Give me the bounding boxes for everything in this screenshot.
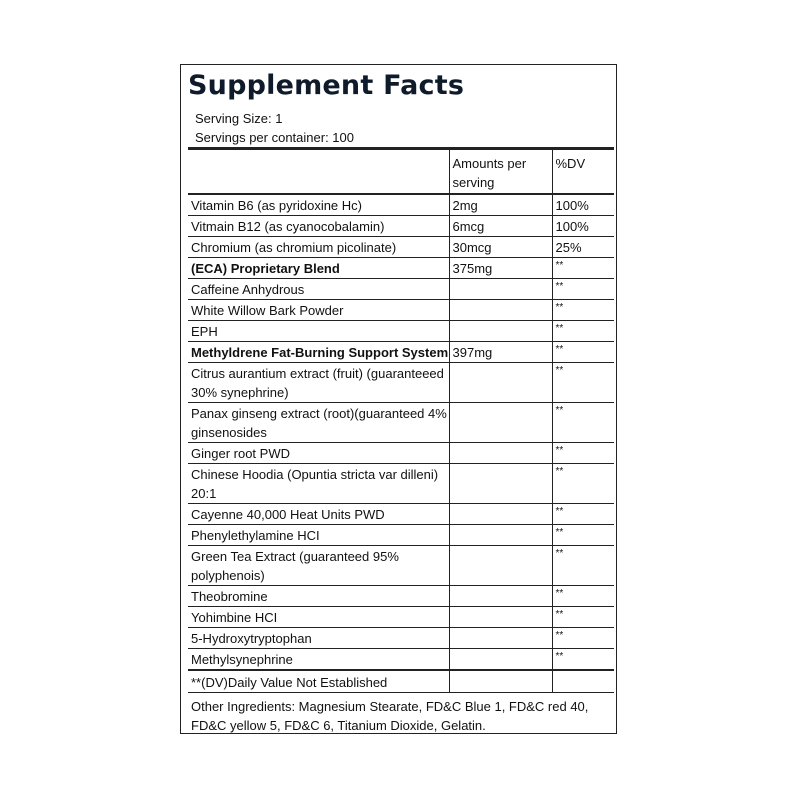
table-row <box>188 546 614 586</box>
ingredient-dv: 100% <box>552 216 614 237</box>
ingredient-dv: ** <box>552 504 614 525</box>
serving-info <box>188 109 608 147</box>
table-row <box>188 279 614 300</box>
ingredient-name: Vitmain B12 (as cyanocobalamin) <box>188 216 449 237</box>
table-row <box>188 649 614 671</box>
ingredient-amount: 30mcg <box>449 237 552 258</box>
table-row <box>188 586 614 607</box>
ingredient-name: Vitamin B6 (as pyridoxine Hc) <box>188 194 449 216</box>
ingredient-dv: ** <box>552 546 614 586</box>
table-row <box>188 194 614 216</box>
ingredient-amount <box>449 464 552 504</box>
ingredient-dv: ** <box>552 342 614 363</box>
table-row <box>188 258 614 279</box>
table-row <box>188 363 614 403</box>
ingredient-dv: ** <box>552 300 614 321</box>
ingredient-amount <box>449 443 552 464</box>
ingredient-name: Phenylethylamine HCI <box>188 525 449 546</box>
ingredient-dv: ** <box>552 258 614 279</box>
ingredient-dv: ** <box>552 628 614 649</box>
ingredient-amount <box>449 607 552 628</box>
ingredient-name: Chromium (as chromium picolinate) <box>188 237 449 258</box>
ingredient-amount <box>449 321 552 342</box>
ingredient-dv: 100% <box>552 194 614 216</box>
ingredient-dv: ** <box>552 321 614 342</box>
table-row <box>188 443 614 464</box>
ingredient-amount: 375mg <box>449 258 552 279</box>
ingredient-name: Caffeine Anhydrous <box>188 279 449 300</box>
ingredient-dv: ** <box>552 443 614 464</box>
label-title: Supplement Facts <box>188 70 465 101</box>
ingredient-name: White Willow Bark Powder <box>188 300 449 321</box>
table-row <box>188 342 614 363</box>
ingredient-amount: 2mg <box>449 194 552 216</box>
ingredient-name: Panax ginseng extract (root)(guaranteed 4% ginsenosides <box>188 403 449 443</box>
ingredient-dv: ** <box>552 403 614 443</box>
ingredient-rows <box>188 194 614 670</box>
ingredient-name: Yohimbine HCI <box>188 607 449 628</box>
header-row <box>188 149 614 195</box>
ingredient-dv: ** <box>552 363 614 403</box>
header-amount: Amounts per serving <box>449 149 552 195</box>
ingredient-name: Theobromine <box>188 586 449 607</box>
facts-table <box>188 147 614 693</box>
ingredient-dv: ** <box>552 464 614 504</box>
ingredient-name: 5-Hydroxytryptophan <box>188 628 449 649</box>
ingredient-dv: ** <box>552 586 614 607</box>
ingredient-amount <box>449 279 552 300</box>
ingredient-amount <box>449 504 552 525</box>
ingredient-dv: ** <box>552 525 614 546</box>
table-row <box>188 628 614 649</box>
other-ingredients: Other Ingredients: Magnesium Stearate, FD&C Blue 1, FD&C red 40, FD&C yellow 5, FD&C 6, Titanium Dioxide, Gelatin. <box>191 699 589 733</box>
ingredient-dv: 25% <box>552 237 614 258</box>
ingredient-amount <box>449 649 552 671</box>
table-row <box>188 525 614 546</box>
ingredient-amount <box>449 586 552 607</box>
table-row <box>188 321 614 342</box>
ingredient-name: Green Tea Extract (guaranteed 95% polyphenois) <box>188 546 449 586</box>
ingredient-amount <box>449 628 552 649</box>
ingredient-amount <box>449 546 552 586</box>
header-name <box>188 149 449 195</box>
ingredient-name: Methylsynephrine <box>188 649 449 671</box>
ingredient-name: Cayenne 40,000 Heat Units PWD <box>188 504 449 525</box>
ingredient-dv: ** <box>552 607 614 628</box>
header-dv: %DV <box>552 149 614 195</box>
servings-per-container: Servings per container: 100 <box>195 130 354 145</box>
ingredient-name: Citrus aurantium extract (fruit) (guaranteeed 30% synephrine) <box>188 363 449 403</box>
ingredient-dv: ** <box>552 649 614 671</box>
footnote-row <box>188 670 614 693</box>
table-row <box>188 216 614 237</box>
ingredient-amount <box>449 403 552 443</box>
footnote: **(DV)Daily Value Not Established <box>188 670 449 693</box>
ingredient-name: EPH <box>188 321 449 342</box>
table-row <box>188 607 614 628</box>
table-row <box>188 300 614 321</box>
ingredient-amount <box>449 525 552 546</box>
ingredient-amount: 6mcg <box>449 216 552 237</box>
ingredient-name: (ECA) Proprietary Blend <box>188 258 449 279</box>
ingredient-name: Ginger root PWD <box>188 443 449 464</box>
table-row <box>188 237 614 258</box>
ingredient-dv: ** <box>552 279 614 300</box>
ingredient-name: Chinese Hoodia (Opuntia stricta var dilleni) 20:1 <box>188 464 449 504</box>
ingredient-amount <box>449 363 552 403</box>
ingredient-name: Methyldrene Fat-Burning Support System <box>188 342 449 363</box>
table-row <box>188 504 614 525</box>
supplement-facts-panel <box>180 64 617 734</box>
ingredient-amount: 397mg <box>449 342 552 363</box>
table-row <box>188 403 614 443</box>
serving-size: Serving Size: 1 <box>195 111 283 126</box>
table-row <box>188 464 614 504</box>
ingredient-amount <box>449 300 552 321</box>
